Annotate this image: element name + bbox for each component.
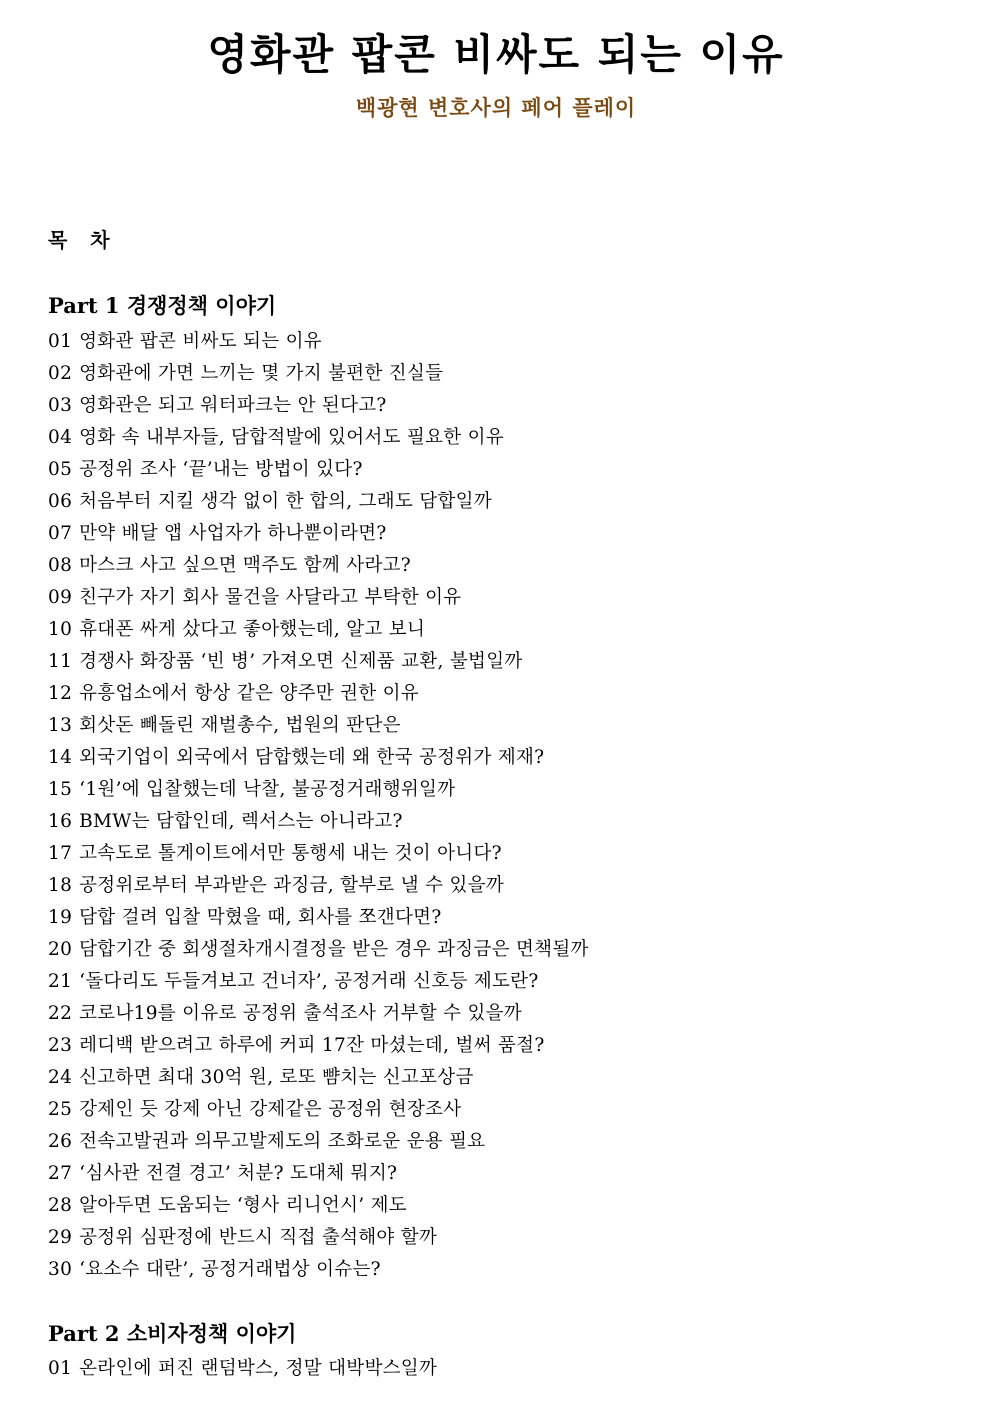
chapter-number: 01 xyxy=(48,1358,73,1379)
chapter-number: 15 xyxy=(48,779,73,800)
chapter-entry xyxy=(48,390,589,422)
chapter-entry xyxy=(48,998,589,1030)
chapter-title: 처음부터 지킬 생각 없이 한 합의, 그래도 담합일까 xyxy=(79,491,493,512)
chapter-title: 코로나19를 이유로 공정위 출석조사 거부할 수 있을까 xyxy=(79,1003,522,1024)
chapter-entry xyxy=(48,902,589,934)
chapter-number: 02 xyxy=(48,363,73,384)
chapter-number: 24 xyxy=(48,1067,73,1088)
chapter-entry xyxy=(48,582,589,614)
chapter-title: 담합 걸려 입찰 막혔을 때, 회사를 쪼갠다면? xyxy=(79,907,442,928)
toc-heading: 목 차 xyxy=(48,228,118,252)
chapter-title: 고속도로 톨게이트에서만 통행세 내는 것이 아니다? xyxy=(79,843,502,864)
chapter-entry xyxy=(48,454,589,486)
chapter-number: 05 xyxy=(48,459,73,480)
chapter-entry xyxy=(48,678,589,710)
chapter-entry xyxy=(48,614,589,646)
chapter-title: ‘심사관 전결 경고’ 처분? 도대체 뭐지? xyxy=(79,1163,398,1184)
chapter-title: 회삿돈 빼돌린 재벌총수, 법원의 판단은 xyxy=(79,715,401,736)
chapter-title: 영화관은 되고 워터파크는 안 된다고? xyxy=(79,395,387,416)
chapter-number: 04 xyxy=(48,427,73,448)
chapter-number: 22 xyxy=(48,1003,73,1024)
chapter-entry xyxy=(48,1222,589,1254)
chapter-entry xyxy=(48,806,589,838)
chapter-entry xyxy=(48,742,589,774)
chapter-entry xyxy=(48,1094,589,1126)
chapter-entry xyxy=(48,838,589,870)
chapter-number: 25 xyxy=(48,1099,73,1120)
part-2-heading xyxy=(48,1318,296,1348)
chapter-entry xyxy=(48,518,589,550)
document-title: 영화관 팝콘 비싸도 되는 이유 xyxy=(207,30,785,79)
chapter-entry xyxy=(48,358,589,390)
chapter-title: 알아두면 도움되는 ‘형사 리니언시’ 제도 xyxy=(79,1195,407,1216)
part-2-chapter-list xyxy=(48,1353,437,1385)
chapter-title: 담합기간 중 회생절차개시결정을 받은 경우 과징금은 면책될까 xyxy=(79,939,589,960)
part-2-name: 소비자정책 이야기 xyxy=(126,1322,297,1346)
chapter-number: 30 xyxy=(48,1259,73,1280)
chapter-entry xyxy=(48,870,589,902)
chapter-number: 16 xyxy=(48,811,73,832)
chapter-number: 11 xyxy=(48,651,73,672)
chapter-title: 마스크 사고 싶으면 맥주도 함께 사라고? xyxy=(79,555,411,576)
chapter-title: 만약 배달 앱 사업자가 하나뿐이라면? xyxy=(79,523,387,544)
chapter-number: 21 xyxy=(48,971,73,992)
chapter-entry xyxy=(48,422,589,454)
chapter-number: 14 xyxy=(48,747,73,768)
chapter-entry xyxy=(48,774,589,806)
chapter-number: 18 xyxy=(48,875,73,896)
chapter-title: 공정위로부터 부과받은 과징금, 할부로 낼 수 있을까 xyxy=(79,875,504,896)
chapter-number: 07 xyxy=(48,523,73,544)
chapter-number: 27 xyxy=(48,1163,73,1184)
chapter-entry xyxy=(48,486,589,518)
chapter-entry xyxy=(48,1062,589,1094)
chapter-number: 06 xyxy=(48,491,73,512)
chapter-number: 01 xyxy=(48,331,73,352)
part-1-label: Part 1 xyxy=(48,293,120,318)
chapter-title: ‘1원’에 입찰했는데 낙찰, 불공정거래행위일까 xyxy=(79,779,456,800)
chapter-number: 09 xyxy=(48,587,73,608)
chapter-number: 23 xyxy=(48,1035,73,1056)
chapter-number: 10 xyxy=(48,619,73,640)
chapter-title: 온라인에 퍼진 랜덤박스, 정말 대박박스일까 xyxy=(79,1358,438,1379)
chapter-number: 08 xyxy=(48,555,73,576)
chapter-title: 경쟁사 화장품 ‘빈 병’ 가져오면 신제품 교환, 불법일까 xyxy=(79,651,523,672)
chapter-entry xyxy=(48,646,589,678)
chapter-title: 휴대폰 싸게 샀다고 좋아했는데, 알고 보니 xyxy=(79,619,426,640)
chapter-entry xyxy=(48,934,589,966)
part-1-name: 경쟁정책 이야기 xyxy=(126,294,277,318)
chapter-title: 친구가 자기 회사 물건을 사달라고 부탁한 이유 xyxy=(79,587,462,608)
chapter-entry xyxy=(48,1254,589,1286)
chapter-entry xyxy=(48,1353,437,1385)
chapter-title: BMW는 담합인데, 렉서스는 아니라고? xyxy=(79,811,403,832)
chapter-title: 신고하면 최대 30억 원, 로또 뺨치는 신고포상금 xyxy=(79,1067,474,1088)
chapter-number: 19 xyxy=(48,907,73,928)
chapter-title: 공정위 심판정에 반드시 직접 출석해야 할까 xyxy=(79,1227,438,1248)
chapter-title: 영화관에 가면 느끼는 몇 가지 불편한 진실들 xyxy=(79,363,444,384)
chapter-number: 17 xyxy=(48,843,73,864)
chapter-entry xyxy=(48,1158,589,1190)
chapter-title: 강제인 듯 강제 아닌 강제같은 공정위 현장조사 xyxy=(79,1099,462,1120)
part-2-label: Part 2 xyxy=(48,1321,120,1346)
document-subtitle: 백광현 변호사의 페어 플레이 xyxy=(355,96,637,120)
chapter-number: 26 xyxy=(48,1131,73,1152)
chapter-title: 외국기업이 외국에서 담합했는데 왜 한국 공정위가 제재? xyxy=(79,747,545,768)
chapter-number: 03 xyxy=(48,395,73,416)
chapter-number: 28 xyxy=(48,1195,73,1216)
part-1-chapter-list xyxy=(48,326,589,1286)
part-1-heading xyxy=(48,290,276,320)
chapter-title: 영화관 팝콘 비싸도 되는 이유 xyxy=(79,331,322,352)
chapter-entry xyxy=(48,1126,589,1158)
chapter-entry xyxy=(48,1030,589,1062)
chapter-number: 29 xyxy=(48,1227,73,1248)
chapter-entry xyxy=(48,550,589,582)
chapter-number: 12 xyxy=(48,683,73,704)
chapter-title: 유흥업소에서 항상 같은 양주만 권한 이유 xyxy=(79,683,419,704)
chapter-title: ‘돌다리도 두들겨보고 건너자’, 공정거래 신호등 제도란? xyxy=(79,971,539,992)
chapter-title: ‘요소수 대란’, 공정거래법상 이슈는? xyxy=(79,1259,381,1280)
chapter-entry xyxy=(48,710,589,742)
chapter-title: 레디백 받으려고 하루에 커피 17잔 마셨는데, 벌써 품절? xyxy=(79,1035,545,1056)
chapter-title: 전속고발권과 의무고발제도의 조화로운 운용 필요 xyxy=(79,1131,486,1152)
chapter-number: 20 xyxy=(48,939,73,960)
chapter-title: 영화 속 내부자들, 담합적발에 있어서도 필요한 이유 xyxy=(79,427,504,448)
chapter-entry xyxy=(48,1190,589,1222)
chapter-title: 공정위 조사 ‘끝’내는 방법이 있다? xyxy=(79,459,363,480)
chapter-number: 13 xyxy=(48,715,73,736)
chapter-entry xyxy=(48,326,589,358)
chapter-entry xyxy=(48,966,589,998)
